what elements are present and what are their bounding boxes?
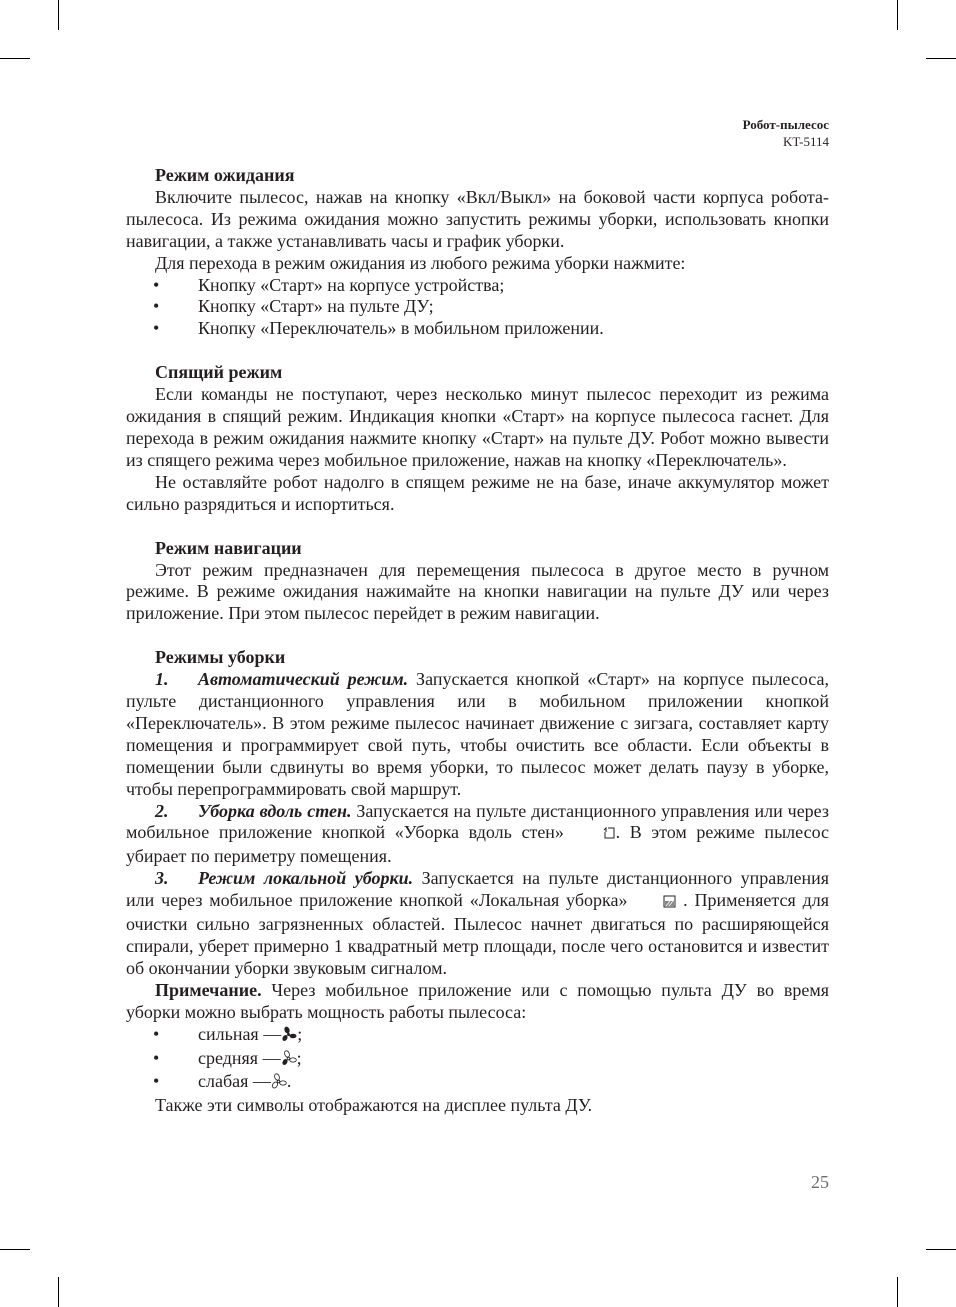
list-item: • сильная — ; — [126, 1024, 829, 1048]
fan-weak-icon — [271, 1073, 287, 1095]
crop-mark — [897, 0, 898, 30]
paragraph: Также эти символы отображаются на дисплее пульта ДУ. — [155, 1095, 593, 1116]
crop-mark — [897, 1277, 898, 1307]
section-heading-standby: Режим ожидания — [155, 165, 295, 185]
mode-title: Автоматический режим. — [198, 669, 409, 690]
crop-mark — [58, 1277, 59, 1307]
header-title: Робот-пылесос — [742, 117, 829, 132]
paragraph: Включите пылесос, нажав на кнопку «Вкл/Выкл» на боковой части корпуса робота-пылесоса. Из режима ожидания можно запустить режимы уборки, использовать кнопки навигации, а также устанавливать часы и график уборки. — [126, 186, 829, 251]
page-number: 25 — [811, 1172, 829, 1192]
mode-title: Режим локальной уборки. — [198, 868, 414, 889]
power-level-list — [126, 1024, 829, 1096]
crop-mark — [0, 1249, 30, 1250]
paragraph: Если команды не поступают, через несколько минут пылесос переходит из режима ожидания в спящий режим. Индикация кнопки «Старт» на корпусе пылесоса гаснет. Для перехода в режим ожидания нажмите кнопку «Старт» на пульте ДУ. Робот можно вывести из спящего режима через мобильное приложение, нажав на кнопку «Переключатель». — [126, 384, 829, 470]
bullet-icon: • — [153, 318, 160, 339]
note-paragraph: Примечание. Через мобильное приложение или с помощью пульта ДУ во время уборки можно выбрать мощность работы пылесоса: — [126, 979, 830, 1022]
paragraph: Не оставляйте робот надолго в спящем режиме не на базе, иначе аккумулятор может сильно разрядиться и испортиться. — [126, 471, 829, 514]
mode-title: Уборка вдоль стен. — [198, 800, 352, 821]
bullet-icon: • — [153, 1071, 160, 1092]
crop-mark — [58, 0, 59, 30]
list-item: • средняя — ; — [126, 1048, 829, 1072]
spot-cleaning-icon — [634, 892, 676, 914]
mode-item-spot: 3. Режим локальной уборки. Запускается на пульте дистанционного управления или через мобильное приложение кнопкой «Локальная уборка» . Применяется для очистки сильно загрязненных областей. Пылесос начнет двигаться по расширяющейся спирали, уберет примерно 1 квадратный метр площади, после чего остановится и известит об окончании уборки звуковым сигналом. — [126, 868, 830, 978]
list-item: • Кнопку «Старт» на пульте ДУ; — [153, 296, 434, 317]
bullet-list — [126, 275, 829, 341]
list-item: • слабая — . — [126, 1071, 829, 1095]
bullet-icon: • — [153, 1023, 160, 1044]
section-heading-sleep: Спящий режим — [155, 362, 283, 383]
bullet-icon: • — [153, 296, 160, 317]
bullet-icon: • — [153, 1047, 160, 1068]
running-header — [743, 116, 829, 150]
list-item: • Кнопку «Переключатель» в мобильном приложении. — [153, 318, 604, 339]
fan-strong-icon — [281, 1026, 297, 1048]
paragraph: Этот режим предназначен для перемещения пылесоса в другое место в ручном режиме. В режиме ожидания нажимайте на кнопки навигации на пульте ДУ или через приложение. При этом пылесос перейдет в режим навигации. — [126, 559, 829, 624]
list-item: • Кнопку «Старт» на корпусе устройства; — [153, 274, 505, 295]
crop-mark — [0, 58, 30, 59]
fan-medium-icon — [281, 1050, 297, 1072]
wall-cleaning-icon — [574, 824, 616, 846]
note-label: Примечание. — [155, 979, 262, 1000]
mode-item-wall: 2. Уборка вдоль стен. Запускается на пульте дистанционного управления или через мобильное приложение кнопкой «Уборка вдоль стен» . В этом режиме пылесос убирает по периметру помещения. — [126, 800, 830, 867]
header-model: KT-5114 — [783, 134, 829, 149]
mode-item-auto: 1. Автоматический режим. Запускается кнопкой «Старт» на корпусе пылесоса, пульте дистанционного управления или в мобильном приложении кнопкой «Переключатель». В этом режиме пылесос начинает движение с зигзага, составляет карту помещения и программирует свой путь, чтобы очистить все области. Если объекты в помещении были сдвинуты во время уборки, то пылесос может делать паузу в уборке, чтобы перепрограммировать свой маршрут. — [126, 669, 830, 799]
crop-mark — [926, 58, 956, 59]
section-heading-navigation: Режим навигации — [155, 537, 302, 558]
crop-mark — [926, 1249, 956, 1250]
bullet-icon: • — [153, 274, 160, 295]
section-heading-cleaning: Режимы уборки — [155, 647, 286, 668]
page-content — [126, 165, 829, 1117]
paragraph: Для перехода в режим ожидания из любого режима уборки нажмите: — [155, 252, 686, 273]
